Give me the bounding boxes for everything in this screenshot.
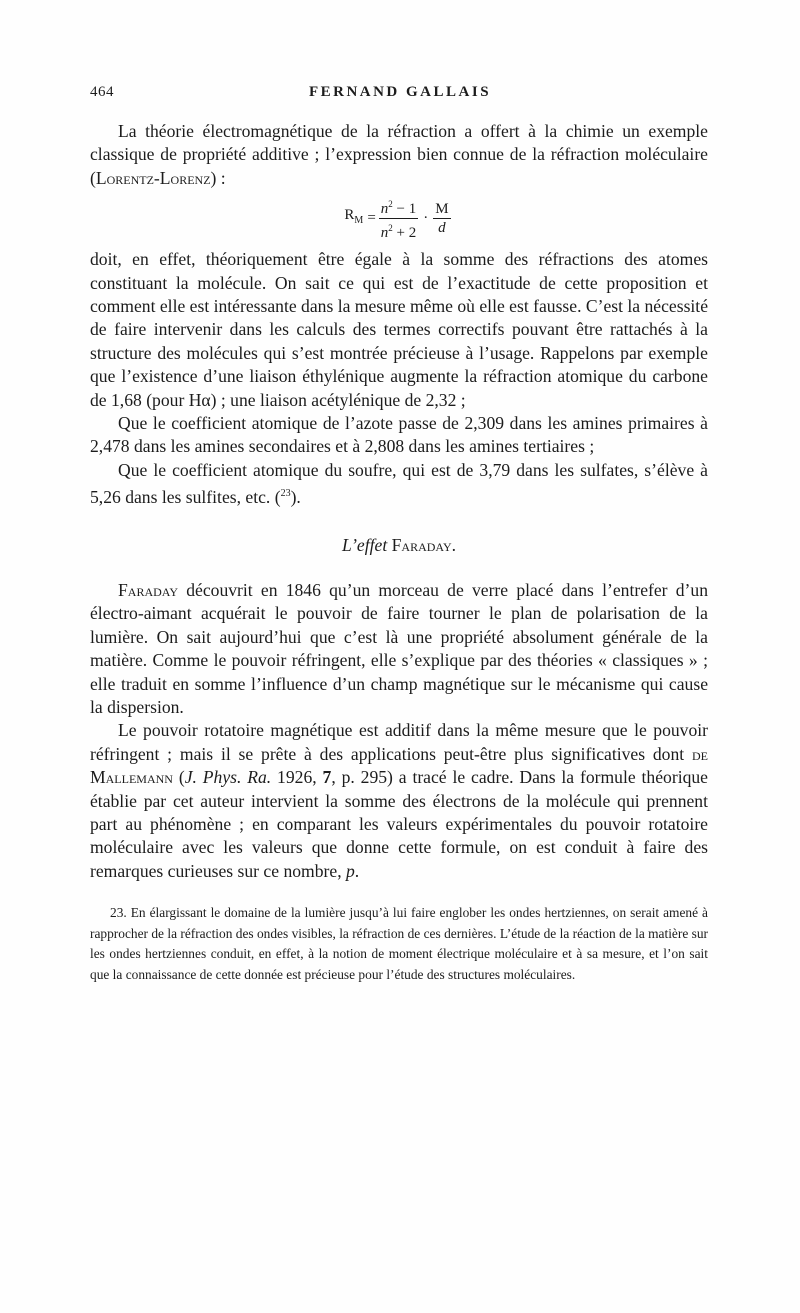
author-name: Lorentz-Lorenz (95, 167, 211, 188)
running-head: FERNAND GALLAIS (308, 84, 492, 100)
paragraph-sulfur: Que le coefficient atomique du soufre, qui est de 3,79 dans les sulfates, s’élève à 5,26 dans les sulfites, etc. ($^{23}$). (90, 459, 708, 508)
body-text (90, 120, 708, 986)
formula-mass-density (433, 201, 450, 236)
formula-numerator: $n^2 - 1$ (379, 196, 418, 219)
paragraph-refraction-intro: La théorie électromagnétique de la réfraction a offert à la chimie un exemple classique de propriété additive ; l’expression bien connue de la réfraction moléculaire (Lorentz-Lorenz) : (90, 121, 708, 188)
volume-number: 7 (322, 767, 332, 788)
formula-density: d (438, 219, 446, 236)
paragraph-nitrogen: Que le coefficient atomique de l’azote passe de 2,309 dans les amines primaires à 2,478 dans les amines secondaires et à 2,808 dans les amines tertiaires ; (90, 413, 708, 457)
footnote-ref: 23 (280, 488, 291, 500)
formula-equals: = (367, 209, 376, 226)
formula-mass: M (435, 200, 449, 217)
journal-name: J. Phys. Ra. (184, 767, 272, 788)
formula-fraction (379, 196, 418, 241)
formula-dot: · (423, 209, 429, 226)
page-number: 464 (90, 84, 114, 100)
variable-p: p (346, 860, 355, 881)
paragraph-magnetic-rotation: Le pouvoir rotatoire magnétique est additif dans la même mesure que le pouvoir réfringent ; mais il se prête à des applications peut-être plus significatives dont de Mallemann (J. Phys. Ra. 1926, 7, p. 295) a tracé le cadre. Dans la formule théorique établie par cet auteur intervient la somme des électrons de la molécule qui prennent part au phénomène ; en comparant les valeurs expérimentales du pouvoir rotatoire moléculaire avec les valeurs que donne cette formule, on est conduit à faire des remarques curieuses sur ce nombre, p. (90, 720, 708, 881)
author-name: de Mallemann (90, 743, 708, 788)
formula-lhs: $R_M$ (344, 207, 364, 227)
formula-denominator: $n^2 + 2$ (380, 222, 417, 241)
alpha-symbol: α (201, 389, 211, 410)
footnote-23: 23. En élargissant le domaine de la lumière jusqu’à lui faire englober les ondes hertziennes, on serait amené à rapprocher de la réfraction des ondes visibles, la réfraction de ces dernières. L’étude de la réaction de la matière sur les ondes hertziennes conduit, en effet, à la notion de moment électrique moléculaire et à sa mesure, et l’on sait que la connaissance de cette donnée est précieuse pour l’étude des structures moléculaires. (90, 905, 708, 983)
lorentz-lorenz-formula (90, 192, 708, 244)
author-name: Faraday (118, 579, 179, 600)
paragraph-additivity: doit, en effet, théoriquement être égale à la somme des réfractions des atomes constituant la molécule. On sait ce qui est de l’exactitude de cette proposition et comment elle est intéressante dans la mesure même où elle est fausse. C’est la nécessité de faire intervenir dans les calculs des termes correctifs pouvant être rattachés à la structure des molécules qui s’est montrée précieuse à l’usage. Rappelons par exemple que l’existence d’une liaison éthylénique augmente la réfraction atomique du carbone de 1,68 (pour Hα) ; une liaison acétylénique de 2,32 ; (90, 249, 709, 410)
page-header (90, 84, 710, 108)
paragraph-faraday: Faraday découvrit en 1846 qu’un morceau de verre placé dans l’entrefer d’un électro-aimant acquérait le pouvoir de faire tourner le plan de polarisation de la lumière. On sait aujourd’hui que c’est là une propriété absolument générale de la matière. Comme le pouvoir réfringent, elle s’explique par des théories « classiques » ; elle traduit en somme l’influence d’un champ magnétique sur le mécanisme qui cause la dispersion. (90, 579, 708, 717)
section-title: L’effet Faraday. (341, 534, 457, 555)
footnote (90, 903, 708, 985)
